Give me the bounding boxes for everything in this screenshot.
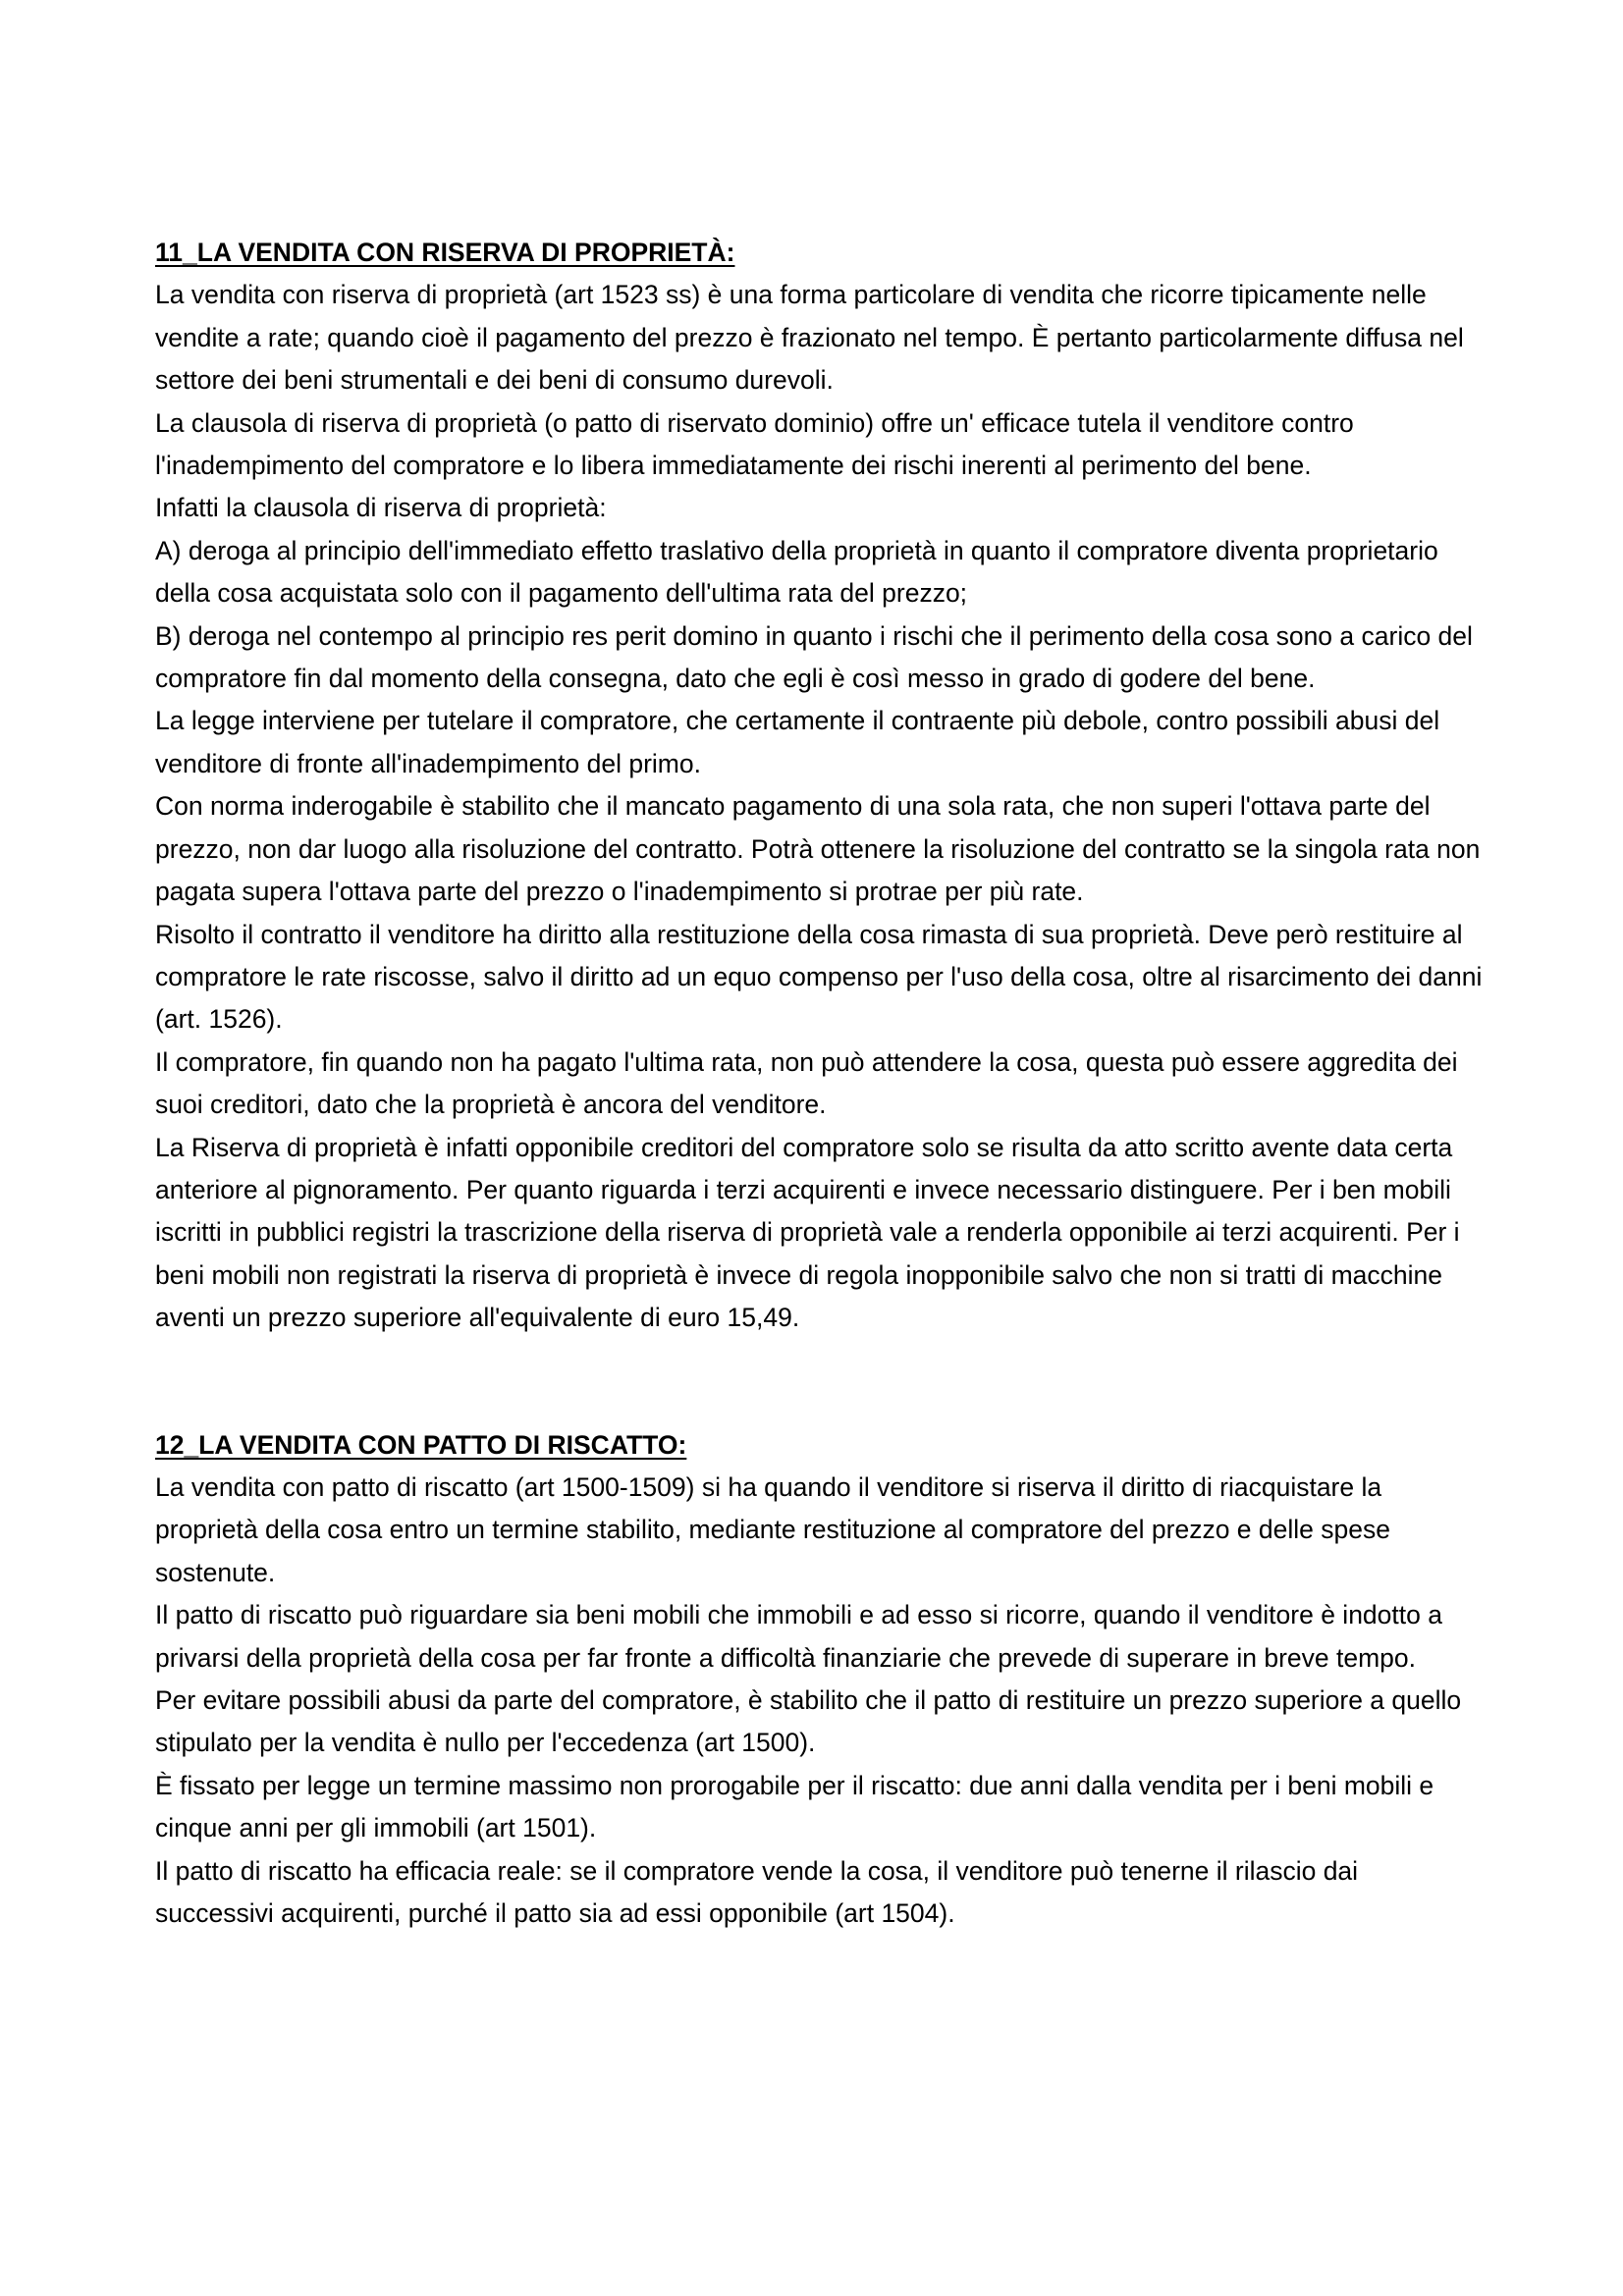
paragraph: B) deroga nel contempo al principio res perit domino in quanto i rischi che il perimento della cosa sono a carico del compratore fin dal momento della consegna, dato che egli è così messo in grado di godere del bene. (155, 620, 1473, 694)
paragraph: La vendita con patto di riscatto (art 1500-1509) si ha quando il venditore si riserva il diritto di riacquistare la proprietà della cosa entro un termine stabilito, mediante restituzione al compratore del prezzo e delle spese sostenute. (155, 1471, 1390, 1587)
paragraph: La Riserva di proprietà è infatti opponibile creditori del compratore solo se risulta da atto scritto avente data certa anteriore al pignoramento. Per quanto riguarda i terzi acquirenti e invece necessario distinguere. Per i ben mobili iscritti in pubblici registri la trascrizione della riserva di proprietà vale a renderla opponibile ai terzi acquirenti. Per i beni mobili non registrati la riserva di proprietà è invece di regola inopponibile salvo che non si tratti di macchine aventi un prezzo superiore all'equivalente di euro 15,49. (155, 1132, 1460, 1333)
paragraph: Con norma inderogabile è stabilito che il mancato pagamento di una sola rata, che non superi l'ottava parte del prezzo, non dar luogo alla risoluzione del contratto. Potrà ottenere la risoluzione del contratto se la singola rata non pagata supera l'ottava parte del prezzo o l'inadempimento si protrae per più rate. (155, 791, 1481, 907)
paragraph: Infatti la clausola di riserva di proprietà: (155, 493, 607, 523)
paragraph: Risolto il contratto il venditore ha diritto alla restituzione della cosa rimasta di sua proprietà. Deve però restituire al compratore le rate riscosse, salvo il diritto ad un equo compenso per l'uso della cosa, oltre al risarcimento dei danni (art. 1526). (155, 919, 1483, 1035)
paragraph: A) deroga al principio dell'immediato effetto traslativo della proprietà in quanto il compratore diventa proprietario della cosa acquistata solo con il pagamento dell'ultima rata del prezzo; (155, 535, 1438, 609)
paragraph: La vendita con riserva di proprietà (art 1523 ss) è una forma particolare di vendita che ricorre tipicamente nelle vendite a rate; quando cioè il pagamento del prezzo è frazionato nel tempo. È pertanto particolarmente diffusa nel settore dei beni strumentali e dei beni di consumo durevoli. (155, 280, 1464, 396)
section-heading: 11_LA VENDITA CON RISERVA DI PROPRIETÀ: (155, 238, 735, 267)
paragraph: Il patto di riscatto può riguardare sia beni mobili che immobili e ad esso si ricorre, quando il venditore è indotto a privarsi della proprietà della cosa per far fronte a difficoltà finanziarie che prevede di superare in breve tempo. (155, 1600, 1442, 1673)
paragraph: È fissato per legge un termine massimo non prorogabile per il riscatto: due anni dalla vendita per i beni mobili e cinque anni per gli immobili (art 1501). (155, 1770, 1434, 1843)
document-body (155, 232, 1483, 1935)
paragraph: Il patto di riscatto ha efficacia reale: se il compratore vende la cosa, il venditore può tenerne il rilascio dai successivi acquirenti, purché il patto sia ad essi opponibile (art 1504). (155, 1855, 1359, 1929)
paragraph: La clausola di riserva di proprietà (o patto di riservato dominio) offre un' efficace tutela il venditore contro l'inadempimento del compratore e lo libera immediatamente dei rischi inerenti al perimento del bene. (155, 407, 1354, 481)
paragraph: Il compratore, fin quando non ha pagato l'ultima rata, non può attendere la cosa, questa può essere aggredita dei suoi creditori, dato che la proprietà è ancora del venditore. (155, 1046, 1458, 1120)
section-heading: 12_LA VENDITA CON PATTO DI RISCATTO: (155, 1429, 687, 1460)
section-riserva-di-proprieta (155, 232, 1483, 1340)
paragraph: Per evitare possibili abusi da parte del compratore, è stabilito che il patto di restituire un prezzo superiore a quello stipulato per la vendita è nullo per l'eccedenza (art 1500). (155, 1685, 1462, 1758)
section-patto-di-riscatto (155, 1424, 1483, 1936)
paragraph: La legge interviene per tutelare il compratore, che certamente il contraente più debole, contro possibili abusi del venditore di fronte all'inadempimento del primo. (155, 706, 1440, 778)
